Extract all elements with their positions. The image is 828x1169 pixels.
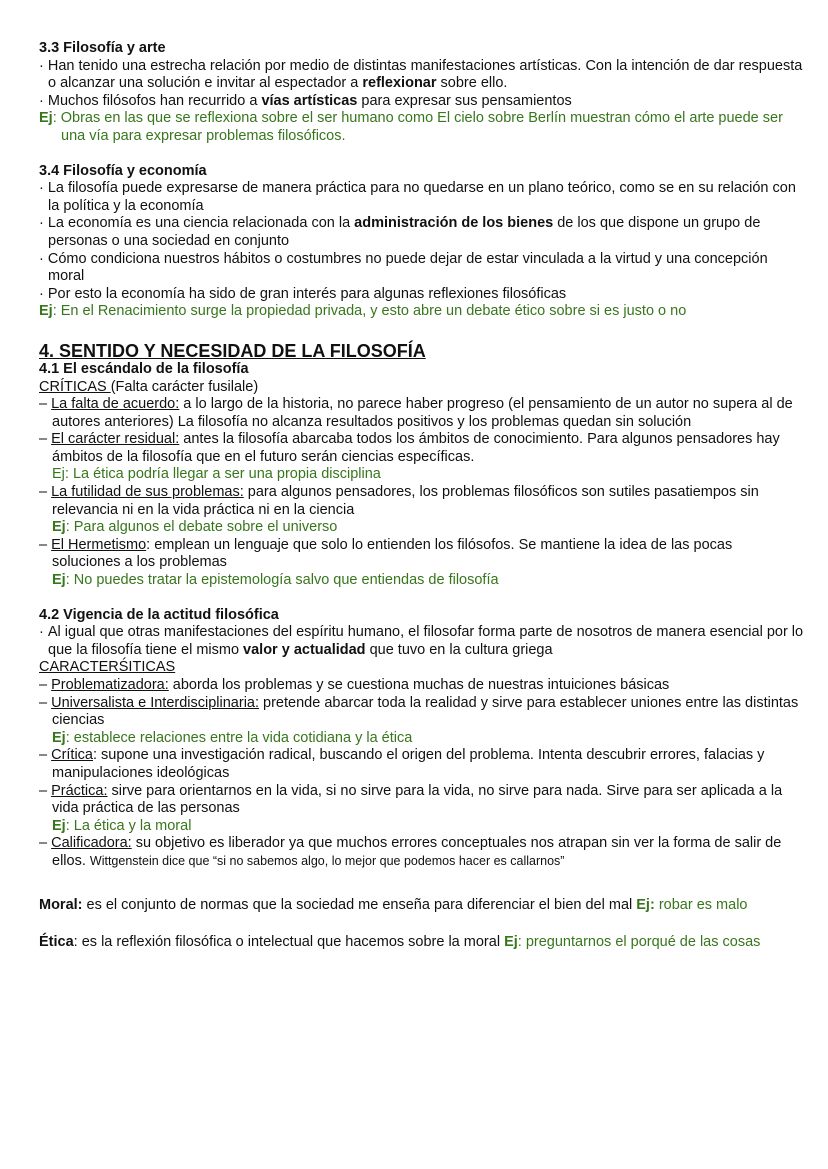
item-text: antes la filosofía abarcaba todos los ámbitos de conocimiento. Para algunos pensadores hay ámbitos de la filosofía que en el futuro serán ciencias específicas.: [52, 431, 780, 465]
bullet-item: · Al igual que otras manifestaciones del espíritu humano, el filosofar forma parte de nosotros de manera esencial por lo que la filosofía tiene el mismo valor y actualidad que tuvo en la cultura griega: [39, 624, 804, 658]
example-text: : establece relaciones entre la vida cotidiana y la ética: [65, 729, 413, 746]
dash-item: – Universalista e Interdisciplinaria: pretende abarcar toda la realidad y sirve para establecer uniones entre las distintas ciencias: [39, 694, 799, 729]
section-heading-3-4: 3.4 Filosofía y economía: [39, 162, 207, 179]
criticas-label: CRÍTICAS: [39, 378, 111, 395]
item-text: aborda los problemas y se cuestiona muchas de nuestras intuiciones básicas: [168, 677, 670, 693]
item-text: sirve para orientarnos en la vida, si no sirve para la vida, no sirve para nada. Sirve para ser aplicada a la vida práctica de las personas: [52, 782, 783, 817]
bullet-item: · La filosofía puede expresarse de manera práctica para no quedarse en un plano teórico, como se en su relación con la política y la economía: [39, 180, 796, 214]
definition-text: es el conjunto de normas que la sociedad me enseña para diferenciar el bien del mal: [82, 896, 637, 913]
example-text: robar es malo: [654, 896, 748, 913]
definition-term: Ética: [39, 934, 74, 951]
bold-term: vías artísticas: [261, 92, 358, 109]
item-term: La futilidad de sus problemas:: [51, 484, 244, 501]
dash-item: – Crítica: supone una investigación radical, buscando el origen del problema. Intenta descubrir errores, falacias y manipulaciones ideológicas: [39, 747, 765, 781]
example-text: : Obras en las que se reflexiona sobre el ser humano como El cielo sobre Berlín muestran cómo el arte puede ser una vía para expresar problemas filosóficos.: [52, 110, 783, 144]
item-term: La falta de acuerdo:: [51, 396, 180, 413]
item-term: Calificadora:: [51, 835, 132, 852]
example-label: Ej: [39, 303, 53, 320]
bold-term: administración de los bienes: [354, 215, 554, 232]
dash-item: – La falta de acuerdo: a lo largo de la historia, no parece haber progreso (el pensamiento de un autor no supera al de autores anteriores) La filosofía no alcanza resultados positivos y los problemas quedan sin solución: [39, 396, 793, 430]
bullet-text: para expresar sus pensamientos: [357, 92, 572, 109]
example-line: [39, 730, 804, 748]
spacer: [39, 871, 804, 897]
bullet-text: Han tenido una estrecha relación por medio de distintas manifestaciones artísticas. Con la intención de dar respuesta o alcanzar una solución e invitar al espectador a: [47, 57, 803, 92]
example-line: [39, 519, 804, 537]
spacer: [39, 914, 804, 934]
section-heading-3-3: 3.3 Filosofía y arte: [39, 40, 166, 56]
definition-etica: [39, 934, 804, 952]
definition-term: Moral:: [39, 896, 83, 913]
example-label: Ej: [39, 110, 53, 127]
wittgenstein-quote: Wittgenstein dice que “si no sabemos algo, lo mejor que podemos hacer es callarnos”: [89, 853, 565, 868]
bullet-text: Muchos filósofos han recurrido a: [47, 92, 262, 109]
example-line: [39, 818, 804, 836]
dash-item: – Problematizadora: aborda los problemas y se cuestiona muchas de nuestras intuiciones básicas: [39, 677, 670, 693]
example-text: : La ética y la moral: [65, 817, 192, 834]
bold-term: reflexionar: [362, 75, 437, 92]
example-label: Ej: [504, 934, 518, 951]
item-text: a lo largo de la historia, no parece haber progreso (el pensamiento de un autor no supera al de autores anteriores) La filosofía no alcanza resultados positivos y los problemas quedan sin solución: [52, 396, 793, 430]
dash-item: – El Hermetismo: emplean un lenguaje que solo lo entienden los filósofos. Se mantiene la idea de las pocas soluciones a los problemas: [39, 536, 733, 571]
bullet-text: Al igual que otras manifestaciones del espíritu humano, el filosofar forma parte de nosotros de manera esencial por lo que la filosofía tiene el mismo: [47, 624, 804, 658]
dash-item: – El carácter residual: antes la filosofía abarcaba todos los ámbitos de conocimiento. Para algunos pensadores hay ámbitos de la filosofía que en el futuro serán ciencias específicas.: [39, 431, 780, 465]
example-label: Ej:: [636, 896, 655, 913]
definition-moral: [39, 897, 804, 915]
criticas-label-line: [39, 379, 804, 397]
bullet-text: La economía es una ciencia relacionada con la: [47, 215, 355, 232]
bullet-text: La filosofía puede expresarse de manera práctica para no quedarse en un plano teórico, como se en su relación con la política y la economía: [47, 180, 796, 214]
item-text: : emplean un lenguaje que solo lo entienden los filósofos. Se mantiene la idea de las pocas soluciones a los problemas: [52, 536, 733, 571]
spacer: [39, 146, 804, 163]
bold-term: valor y actualidad: [243, 641, 366, 658]
example-text: : En el Renacimiento surge la propiedad privada, y esto abre un debate ético sobre si es justo o no: [52, 303, 687, 320]
example-line: [39, 110, 804, 145]
section-heading-4-1: 4.1 El escándalo de la filosofía: [39, 360, 249, 377]
example-label: Ej: [52, 519, 66, 536]
item-term: El Hermetismo: [51, 536, 147, 553]
bullet-item: · La economía es una ciencia relacionada con la administración de los bienes de los que dispone un grupo de personas o una sociedad en conjunto: [39, 215, 761, 249]
item-text: su objetivo es liberador ya que muchos errores conceptuales nos atrapan sin ver la forma de salir de ellos.: [52, 835, 782, 869]
item-text: para algunos pensadores, los problemas filosóficos son sutiles pasatiempos sin relevancia ni en la vida práctica ni en la ciencia: [52, 484, 759, 518]
bullet-item: · Por esto la economía ha sido de gran interés para algunas reflexiones filosóficas: [39, 285, 567, 302]
example-label: Ej: [52, 729, 66, 746]
example-line: [39, 572, 804, 590]
item-term: Crítica: [51, 747, 93, 764]
dash-item: – La futilidad de sus problemas: para algunos pensadores, los problemas filosóficos son sutiles pasatiempos sin relevancia ni en la vida práctica ni en la ciencia: [39, 484, 759, 518]
item-term: El carácter residual:: [51, 431, 180, 448]
chapter-heading-4: 4. SENTIDO Y NECESIDAD DE LA FILOSOFÍA: [39, 340, 426, 361]
bullet-text: Por esto la economía ha sido de gran interés para algunas reflexiones filosóficas: [47, 285, 567, 302]
item-term: Problematizadora:: [51, 677, 169, 693]
bullet-item: · Cómo condiciona nuestros hábitos o costumbres no puede dejar de estar vinculada a la virtud y una concepción moral: [39, 250, 768, 285]
bullet-text: de los que dispone un grupo de personas o una sociedad en conjunto: [48, 215, 761, 249]
bullet-text: Cómo condiciona nuestros hábitos o costumbres no puede dejar de estar vinculada a la virtud y una concepción moral: [47, 250, 768, 285]
item-text: pretende abarcar toda la realidad y sirve para establecer uniones entre las distintas ciencias: [52, 694, 799, 729]
example-line: Ej: La ética podría llegar a ser una propia disciplina: [52, 466, 381, 483]
dash-item: – Calificadora: su objetivo es liberador ya que muchos errores conceptuales nos atrapan sin ver la forma de salir de ellos. Wittgenstein dice que “si no sabemos algo, lo mejor que podemos hacer es callarnos”: [39, 835, 782, 869]
item-term: Práctica:: [51, 782, 108, 799]
bullet-text: que tuvo en la cultura griega: [365, 641, 553, 658]
example-label: Ej: [52, 817, 66, 834]
item-term: Universalista e Interdisciplinaria:: [51, 694, 260, 711]
bullet-item: · Muchos filósofos han recurrido a vías artísticas para expresar sus pensamientos: [39, 92, 572, 109]
bullet-text: sobre ello.: [436, 75, 508, 92]
dash-item: – Práctica: sirve para orientarnos en la vida, si no sirve para la vida, no sirve para nada. Sirve para ser aplicada a la vida práctica de las personas: [39, 782, 783, 817]
spacer: [39, 590, 804, 607]
definition-text: : es la reflexión filosófica o intelectual que hacemos sobre la moral: [73, 934, 505, 951]
example-text: : Para algunos el debate sobre el universo: [65, 519, 338, 536]
section-heading-4-2: 4.2 Vigencia de la actitud filosófica: [39, 606, 279, 623]
example-text: : No puedes tratar la epistemología salvo que entiendas de filosofía: [65, 572, 499, 589]
item-text: : supone una investigación radical, buscando el origen del problema. Intenta descubrir errores, falacias y manipulaciones ideológicas: [52, 747, 765, 781]
document-body: [39, 40, 804, 952]
example-text: : preguntarnos el porqué de las cosas: [517, 934, 761, 951]
example-line: [39, 303, 804, 321]
example-label: Ej: [52, 572, 66, 589]
caracteristicas-label: CARACTERŚITICAS: [39, 659, 176, 676]
criticas-note: (Falta carácter fusilale): [110, 378, 259, 395]
bullet-item: · Han tenido una estrecha relación por medio de distintas manifestaciones artísticas. Con la intención de dar respuesta o alcanzar una solución e invitar al espectador a reflexionar sobre ello.: [39, 57, 803, 92]
